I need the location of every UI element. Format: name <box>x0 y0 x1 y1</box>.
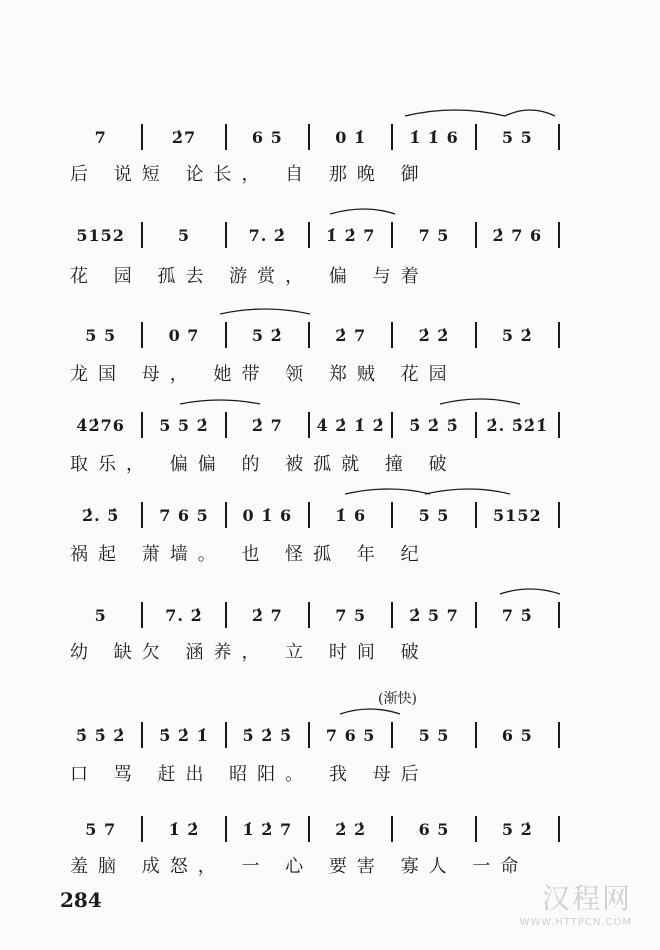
measure: 4̇ 2̇ 1̇ 2̇ <box>316 415 385 435</box>
measure: 5 5 <box>418 725 450 745</box>
slur <box>405 110 505 116</box>
tempo-mark: (渐快) <box>378 691 417 707</box>
measure: 7 5̇ <box>501 605 533 625</box>
measure: 6 5 <box>251 127 283 147</box>
measure: 0 1̇ <box>335 127 367 147</box>
measure: 7 5 <box>418 225 450 245</box>
measure: 5 2̇ <box>501 819 533 839</box>
measure: 5 7 <box>85 819 117 839</box>
measure: 7. 2̇ <box>165 605 203 625</box>
measure: 1̇ 6 <box>335 505 367 525</box>
lyric-line: 取乐， 偏偏 的 被孤就 撞 破 <box>70 454 457 475</box>
measure: 1̇ 1̇ 6 <box>409 127 459 147</box>
lyric-line: 花 园 孤去 游赏， 偏 与着 <box>70 266 429 287</box>
measure: 5 <box>94 605 107 625</box>
measure: 5 <box>177 225 191 245</box>
measure: 2̇ 7 <box>251 415 283 435</box>
measure: 2̇ 5 7 <box>409 605 459 625</box>
slur <box>180 400 260 404</box>
measure: 0 1̇ 6 <box>242 505 293 525</box>
slur <box>330 209 395 214</box>
measure: 5 5 <box>85 325 117 345</box>
watermark-url: WWW.HTTPCN.COM <box>519 917 632 928</box>
measure: 2̇. 5̇ <box>81 505 120 525</box>
measure: 5 2̇ <box>251 325 283 345</box>
lyric-line: 龙国 母， 她带 领 郑贼 花园 <box>70 364 457 385</box>
watermark-text: 汉程网 <box>541 882 632 915</box>
measure: 7 6 5 <box>159 505 209 525</box>
measure: 7. 2̇ <box>248 225 287 245</box>
measure: 5152 <box>493 505 542 525</box>
lyric-line: 羞脑 成怒， 一 心 要害 寡人 一命 <box>70 856 529 877</box>
measure: 6 5 <box>501 725 533 745</box>
lyric-line: 幼 缺欠 涵养， 立 时间 破 <box>70 642 429 663</box>
measure: 5̇ 2̇ 5̇ <box>409 415 459 435</box>
measure: 7 6 5 <box>325 725 376 745</box>
page-number: 284 <box>60 888 102 912</box>
measure: 7 5 <box>335 605 367 625</box>
lyric-line: 祸起 萧墙。 也 怪孤 年 纪 <box>70 544 429 565</box>
measure: 5̇ 5̇ 2̇ <box>75 725 126 745</box>
measure: 5 5 <box>418 505 450 525</box>
measure: 1̇ 2̇ <box>168 819 200 839</box>
measure: 6 5 <box>418 819 450 839</box>
measure: 2̇ 2̇ <box>335 819 367 839</box>
lyric-line: 后 说短 论长， 自 那晚 御 <box>70 164 429 185</box>
measure: 0 7 <box>168 325 200 345</box>
slur <box>505 110 555 116</box>
measure: 4̇2̇76 <box>76 415 125 435</box>
slur <box>440 399 520 404</box>
measure: 5 2̇ <box>501 325 533 345</box>
measure: 5̇ 2̇ 1̇ <box>159 725 209 745</box>
measure: 1̇ 2̇ 7 <box>242 819 293 839</box>
measure: 5̇ 2̇ 5̇ <box>242 725 293 745</box>
watermark-logo <box>520 877 632 928</box>
slur <box>500 589 560 594</box>
measure: 2̇ 7 6 <box>492 225 543 245</box>
measure: 2̇ 7 <box>335 325 367 345</box>
slur <box>345 489 430 494</box>
measure: 1̇ 2̇ 7 <box>325 225 376 245</box>
slur <box>220 309 310 314</box>
measure: 2̇. 5̇2̇1̇ <box>486 415 549 435</box>
measure: 2̇7 <box>171 127 197 147</box>
slur <box>425 489 510 494</box>
measure: 2̇ 2̇ <box>418 325 450 345</box>
measure: 7 <box>94 127 107 147</box>
lyric-line: 口 骂 赶出 昭阳。 我 母后 <box>70 764 429 785</box>
slur <box>340 709 400 714</box>
measure: 5 5 2̇ <box>159 415 209 435</box>
measure: 5 5 <box>501 127 533 147</box>
measure: 5152 <box>76 225 125 245</box>
measure: 2̇ 7 <box>251 605 283 625</box>
